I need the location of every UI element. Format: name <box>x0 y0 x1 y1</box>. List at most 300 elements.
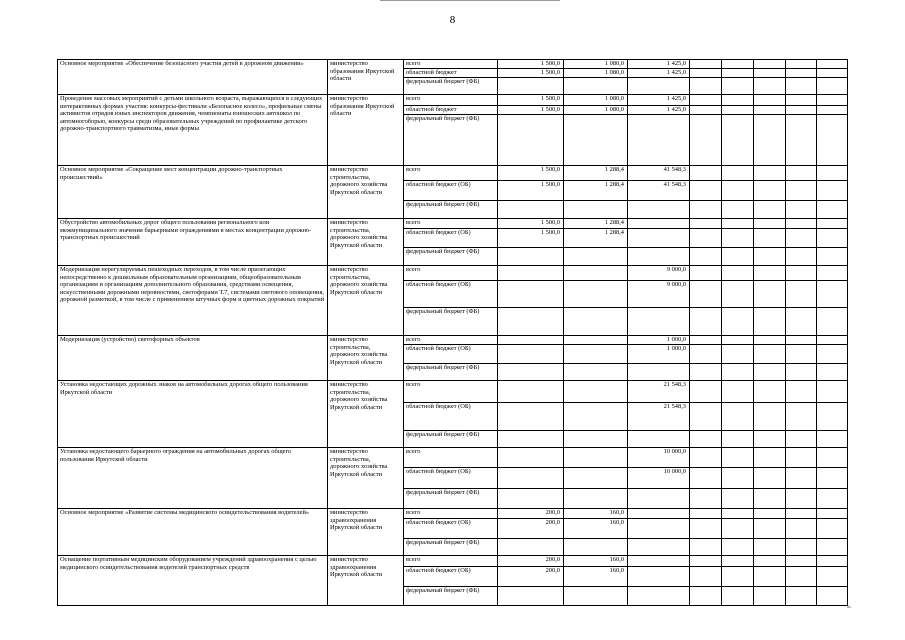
empty-amount-cell <box>786 364 817 381</box>
amount-cell-v2: 1 288,4 <box>564 229 628 248</box>
empty-amount-cell <box>817 69 848 78</box>
activity-name-cell: Обустройство автомобильных дорог общего пользования регионального или межмуниципального значения барьерными ограждениями в местах концентрации дорожно-транспортных происшествий <box>58 219 328 266</box>
amount-cell-v3: 21 548,3 <box>628 403 690 431</box>
amount-cell-v3: 10 000,0 <box>628 468 690 489</box>
funding-source-cell: федеральный бюджет (ФБ) <box>404 587 498 606</box>
amount-cell-v2 <box>564 248 628 266</box>
amount-cell-v3 <box>628 229 690 248</box>
executor-cell: министерство образования Иркутской области <box>328 60 404 95</box>
empty-amount-cell <box>786 567 817 587</box>
amount-cell-v1: 1 500,0 <box>498 219 564 229</box>
empty-amount-cell <box>690 468 722 489</box>
amount-cell-v3 <box>628 489 690 509</box>
empty-amount-cell <box>817 489 848 509</box>
empty-amount-cell <box>754 229 786 248</box>
executor-cell: министерство строительства, дорожного хозяйства Иркутской области <box>328 266 404 336</box>
table-row <box>58 166 848 181</box>
funding-source-cell: федеральный бюджет (ФБ) <box>404 115 498 166</box>
amount-cell-v1 <box>498 345 564 364</box>
amount-cell-v1 <box>498 539 564 556</box>
empty-amount-cell <box>817 60 848 69</box>
amount-cell-v3 <box>628 248 690 266</box>
activity-name-cell: Модернизация (устройство) светофорных объектов <box>58 336 328 381</box>
empty-amount-cell <box>754 364 786 381</box>
amount-cell-v1 <box>498 115 564 166</box>
amount-cell-v1: 1 500,0 <box>498 229 564 248</box>
executor-cell: министерство строительства, дорожного хозяйства Иркутской области <box>328 219 404 266</box>
empty-amount-cell <box>817 229 848 248</box>
empty-amount-cell <box>754 106 786 115</box>
scan-edge-mark <box>380 0 560 1</box>
empty-amount-cell <box>817 166 848 181</box>
empty-amount-cell <box>754 431 786 448</box>
amount-cell-v3: 21 548,3 <box>628 381 690 403</box>
amount-cell-v1 <box>498 381 564 403</box>
empty-amount-cell <box>690 281 722 308</box>
empty-amount-cell <box>817 219 848 229</box>
empty-amount-cell <box>754 78 786 95</box>
amount-cell-v1 <box>498 201 564 219</box>
amount-cell-v3 <box>628 201 690 219</box>
empty-amount-cell <box>690 219 722 229</box>
empty-amount-cell <box>754 166 786 181</box>
amount-cell-v3 <box>628 78 690 95</box>
empty-amount-cell <box>690 115 722 166</box>
activity-name-cell: Основное мероприятие «Обеспечение безопасного участия детей в дорожном движении» <box>58 60 328 95</box>
empty-amount-cell <box>817 509 848 519</box>
empty-amount-cell <box>754 587 786 606</box>
empty-amount-cell <box>722 308 754 336</box>
empty-amount-cell <box>817 106 848 115</box>
empty-amount-cell <box>754 509 786 519</box>
amount-cell-v1: 1 500,0 <box>498 95 564 106</box>
amount-cell-v1: 200,0 <box>498 519 564 539</box>
amount-cell-v3 <box>628 587 690 606</box>
empty-amount-cell <box>754 60 786 69</box>
funding-source-cell: всего <box>404 60 498 69</box>
funding-source-cell: федеральный бюджет (ФБ) <box>404 539 498 556</box>
funding-source-cell: федеральный бюджет (ФБ) <box>404 308 498 336</box>
empty-amount-cell <box>690 60 722 69</box>
empty-amount-cell <box>754 219 786 229</box>
amount-cell-v1: 200,0 <box>498 567 564 587</box>
empty-amount-cell <box>722 219 754 229</box>
empty-amount-cell <box>754 567 786 587</box>
amount-cell-v1: 1 500,0 <box>498 60 564 69</box>
empty-amount-cell <box>690 166 722 181</box>
amount-cell-v1 <box>498 403 564 431</box>
empty-amount-cell <box>722 403 754 431</box>
empty-amount-cell <box>817 364 848 381</box>
amount-cell-v2 <box>564 115 628 166</box>
empty-amount-cell <box>786 266 817 281</box>
empty-amount-cell <box>817 448 848 468</box>
empty-amount-cell <box>786 336 817 345</box>
empty-amount-cell <box>722 166 754 181</box>
funding-source-cell: всего <box>404 166 498 181</box>
empty-amount-cell <box>754 115 786 166</box>
empty-amount-cell <box>722 556 754 567</box>
empty-amount-cell <box>690 345 722 364</box>
empty-amount-cell <box>754 468 786 489</box>
amount-cell-v2: 1 288,4 <box>564 166 628 181</box>
empty-amount-cell <box>754 248 786 266</box>
empty-amount-cell <box>786 78 817 95</box>
amount-cell-v1: 1 500,0 <box>498 69 564 78</box>
empty-amount-cell <box>817 403 848 431</box>
funding-source-cell: всего <box>404 95 498 106</box>
empty-amount-cell <box>722 69 754 78</box>
empty-amount-cell <box>817 248 848 266</box>
empty-amount-cell <box>786 281 817 308</box>
empty-amount-cell <box>754 345 786 364</box>
table-row <box>58 219 848 229</box>
empty-amount-cell <box>786 468 817 489</box>
funding-source-cell: областной бюджет (ОБ) <box>404 403 498 431</box>
activity-name-cell: Оснащение портативным медицинским оборудованием учреждений здравоохранения с целью медицинского освидетельствования водителей транспортных средств <box>58 556 328 606</box>
amount-cell-v2 <box>564 431 628 448</box>
empty-amount-cell <box>690 587 722 606</box>
empty-amount-cell <box>722 266 754 281</box>
funding-source-cell: областной бюджет (ОБ) <box>404 345 498 364</box>
amount-cell-v2 <box>564 403 628 431</box>
table-row <box>58 266 848 281</box>
empty-amount-cell <box>786 181 817 201</box>
funding-source-cell: федеральный бюджет (ФБ) <box>404 201 498 219</box>
trailing-mark: ». <box>847 604 852 610</box>
empty-amount-cell <box>754 281 786 308</box>
empty-amount-cell <box>754 381 786 403</box>
empty-amount-cell <box>817 431 848 448</box>
empty-amount-cell <box>754 266 786 281</box>
amount-cell-v2: 160,0 <box>564 509 628 519</box>
empty-amount-cell <box>817 468 848 489</box>
empty-amount-cell <box>690 181 722 201</box>
empty-amount-cell <box>786 201 817 219</box>
amount-cell-v3 <box>628 567 690 587</box>
empty-amount-cell <box>690 403 722 431</box>
empty-amount-cell <box>817 519 848 539</box>
executor-cell: министерство строительства, дорожного хозяйства Иркутской области <box>328 336 404 381</box>
empty-amount-cell <box>817 567 848 587</box>
empty-amount-cell <box>690 489 722 509</box>
page-number: 8 <box>449 14 456 26</box>
table-row <box>58 381 848 403</box>
empty-amount-cell <box>690 556 722 567</box>
empty-amount-cell <box>722 95 754 106</box>
empty-amount-cell <box>690 308 722 336</box>
empty-amount-cell <box>690 248 722 266</box>
empty-amount-cell <box>690 519 722 539</box>
amount-cell-v2: 1 080,0 <box>564 69 628 78</box>
empty-amount-cell <box>817 266 848 281</box>
amount-cell-v1: 1 500,0 <box>498 106 564 115</box>
amount-cell-v2: 1 080,0 <box>564 60 628 69</box>
empty-amount-cell <box>690 431 722 448</box>
funding-source-cell: областной бюджет (ОБ) <box>404 519 498 539</box>
amount-cell-v3 <box>628 509 690 519</box>
activity-name-cell: Установка недостающего барьерного ограждения на автомобильных дорогах общего пользования Иркутской области <box>58 448 328 509</box>
empty-amount-cell <box>786 229 817 248</box>
funding-source-cell: федеральный бюджет (ФБ) <box>404 78 498 95</box>
empty-amount-cell <box>817 281 848 308</box>
empty-amount-cell <box>786 587 817 606</box>
amount-cell-v3: 1 425,0 <box>628 69 690 78</box>
empty-amount-cell <box>754 519 786 539</box>
amount-cell-v2 <box>564 78 628 95</box>
empty-amount-cell <box>754 201 786 219</box>
executor-cell: министерство здравоохранения Иркутской области <box>328 509 404 556</box>
funding-source-cell: областной бюджет <box>404 106 498 115</box>
empty-amount-cell <box>690 381 722 403</box>
empty-amount-cell <box>786 556 817 567</box>
empty-amount-cell <box>786 69 817 78</box>
empty-amount-cell <box>690 78 722 95</box>
funding-source-cell: всего <box>404 448 498 468</box>
amount-cell-v3: 10 000,0 <box>628 448 690 468</box>
empty-amount-cell <box>722 106 754 115</box>
empty-amount-cell <box>690 336 722 345</box>
amount-cell-v1 <box>498 468 564 489</box>
empty-amount-cell <box>817 95 848 106</box>
empty-amount-cell <box>722 509 754 519</box>
amount-cell-v1 <box>498 248 564 266</box>
amount-cell-v1: 1 500,0 <box>498 166 564 181</box>
empty-amount-cell <box>786 106 817 115</box>
empty-amount-cell <box>722 181 754 201</box>
amount-cell-v1: 200,0 <box>498 509 564 519</box>
empty-amount-cell <box>786 489 817 509</box>
activity-name-cell: Модернизация нерегулируемых пешеходных переходов, в том числе прилегающих непосредственно к дошкольным образовательным организациям, общеобразовательным организациям и организациям дополнительного образования, средствами освещения, искусственными дорожными неровностями, светофорами Т.7, системами светового оповещения, дорожной разметкой, в том числе с применением штучных форм и цветных дорожных покрытий <box>58 266 328 336</box>
amount-cell-v1 <box>498 364 564 381</box>
amount-cell-v3: 1 000,0 <box>628 336 690 345</box>
empty-amount-cell <box>690 539 722 556</box>
amount-cell-v2 <box>564 266 628 281</box>
amount-cell-v2 <box>564 539 628 556</box>
amount-cell-v3 <box>628 519 690 539</box>
empty-amount-cell <box>722 381 754 403</box>
empty-amount-cell <box>817 381 848 403</box>
empty-amount-cell <box>817 115 848 166</box>
empty-amount-cell <box>786 431 817 448</box>
empty-amount-cell <box>817 539 848 556</box>
amount-cell-v2 <box>564 364 628 381</box>
funding-source-cell: федеральный бюджет (ФБ) <box>404 248 498 266</box>
empty-amount-cell <box>754 403 786 431</box>
amount-cell-v2: 160,0 <box>564 556 628 567</box>
empty-amount-cell <box>754 181 786 201</box>
funding-source-cell: всего <box>404 381 498 403</box>
amount-cell-v2: 1 288,4 <box>564 181 628 201</box>
empty-amount-cell <box>786 219 817 229</box>
amount-cell-v1 <box>498 308 564 336</box>
amount-cell-v3 <box>628 556 690 567</box>
amount-cell-v2 <box>564 468 628 489</box>
empty-amount-cell <box>722 539 754 556</box>
activity-name-cell: Основное мероприятие «Развитие системы медицинского освидетельствования водителей» <box>58 509 328 556</box>
amount-cell-v1 <box>498 281 564 308</box>
empty-amount-cell <box>817 556 848 567</box>
empty-amount-cell <box>722 345 754 364</box>
amount-cell-v3 <box>628 219 690 229</box>
empty-amount-cell <box>754 95 786 106</box>
amount-cell-v1 <box>498 489 564 509</box>
amount-cell-v3: 1 425,0 <box>628 95 690 106</box>
empty-amount-cell <box>786 60 817 69</box>
empty-amount-cell <box>754 489 786 509</box>
amount-cell-v1 <box>498 266 564 281</box>
amount-cell-v3 <box>628 364 690 381</box>
empty-amount-cell <box>786 248 817 266</box>
executor-cell: министерство строительства, дорожного хозяйства Иркутской области <box>328 381 404 448</box>
amount-cell-v1: 1 500,0 <box>498 181 564 201</box>
empty-amount-cell <box>817 201 848 219</box>
empty-amount-cell <box>722 567 754 587</box>
empty-amount-cell <box>754 539 786 556</box>
amount-cell-v1 <box>498 587 564 606</box>
amount-cell-v3 <box>628 115 690 166</box>
funding-source-cell: областной бюджет (ОБ) <box>404 567 498 587</box>
amount-cell-v2: 160,0 <box>564 519 628 539</box>
funding-source-cell: областной бюджет <box>404 69 498 78</box>
empty-amount-cell <box>786 403 817 431</box>
amount-cell-v1 <box>498 336 564 345</box>
amount-cell-v2: 1 080,0 <box>564 106 628 115</box>
amount-cell-v3: 1 425,0 <box>628 60 690 69</box>
empty-amount-cell <box>817 181 848 201</box>
funding-source-cell: областной бюджет (ОБ) <box>404 468 498 489</box>
amount-cell-v2: 1 288,4 <box>564 219 628 229</box>
empty-amount-cell <box>817 336 848 345</box>
funding-source-cell: областной бюджет (ОБ) <box>404 229 498 248</box>
empty-amount-cell <box>786 539 817 556</box>
funding-source-cell: федеральный бюджет (ФБ) <box>404 431 498 448</box>
funding-source-cell: всего <box>404 266 498 281</box>
empty-amount-cell <box>786 509 817 519</box>
empty-amount-cell <box>754 69 786 78</box>
empty-amount-cell <box>722 60 754 69</box>
empty-amount-cell <box>722 468 754 489</box>
amount-cell-v2 <box>564 489 628 509</box>
amount-cell-v2 <box>564 345 628 364</box>
executor-cell: министерство образования Иркутской области <box>328 95 404 166</box>
funding-source-cell: всего <box>404 509 498 519</box>
empty-amount-cell <box>722 281 754 308</box>
executor-cell: министерство строительства, дорожного хозяйства Иркутской области <box>328 166 404 219</box>
empty-amount-cell <box>786 519 817 539</box>
empty-amount-cell <box>754 556 786 567</box>
amount-cell-v2 <box>564 381 628 403</box>
empty-amount-cell <box>690 266 722 281</box>
empty-amount-cell <box>722 448 754 468</box>
amount-cell-v3: 9 000,0 <box>628 281 690 308</box>
empty-amount-cell <box>786 345 817 364</box>
activity-name-cell: Установка недостающих дорожных знаков на автомобильных дорогах общего пользования Иркутской области <box>58 381 328 448</box>
amount-cell-v3 <box>628 539 690 556</box>
empty-amount-cell <box>786 308 817 336</box>
amount-cell-v3: 1 425,0 <box>628 106 690 115</box>
budget-table <box>57 59 848 606</box>
amount-cell-v1 <box>498 431 564 448</box>
empty-amount-cell <box>690 69 722 78</box>
empty-amount-cell <box>690 201 722 219</box>
table-row <box>58 60 848 69</box>
empty-amount-cell <box>722 248 754 266</box>
empty-amount-cell <box>722 201 754 219</box>
amount-cell-v2: 160,0 <box>564 567 628 587</box>
table-row <box>58 556 848 567</box>
empty-amount-cell <box>690 95 722 106</box>
empty-amount-cell <box>817 308 848 336</box>
empty-amount-cell <box>754 308 786 336</box>
empty-amount-cell <box>786 115 817 166</box>
empty-amount-cell <box>722 115 754 166</box>
executor-cell: министерство строительства, дорожного хозяйства Иркутской области <box>328 448 404 509</box>
amount-cell-v2 <box>564 448 628 468</box>
executor-cell: министерство здравоохранения Иркутской области <box>328 556 404 606</box>
empty-amount-cell <box>722 519 754 539</box>
empty-amount-cell <box>817 587 848 606</box>
empty-amount-cell <box>754 448 786 468</box>
amount-cell-v2 <box>564 336 628 345</box>
empty-amount-cell <box>690 509 722 519</box>
empty-amount-cell <box>722 364 754 381</box>
funding-source-cell: всего <box>404 219 498 229</box>
empty-amount-cell <box>817 345 848 364</box>
amount-cell-v1: 200,0 <box>498 556 564 567</box>
funding-source-cell: всего <box>404 336 498 345</box>
table-row <box>58 95 848 106</box>
amount-cell-v1 <box>498 78 564 95</box>
empty-amount-cell <box>754 336 786 345</box>
empty-amount-cell <box>690 106 722 115</box>
empty-amount-cell <box>722 489 754 509</box>
empty-amount-cell <box>786 95 817 106</box>
empty-amount-cell <box>786 381 817 403</box>
empty-amount-cell <box>690 567 722 587</box>
amount-cell-v2 <box>564 308 628 336</box>
empty-amount-cell <box>786 448 817 468</box>
amount-cell-v1 <box>498 448 564 468</box>
empty-amount-cell <box>690 229 722 248</box>
table-row <box>58 448 848 468</box>
funding-source-cell: федеральный бюджет (ФБ) <box>404 489 498 509</box>
amount-cell-v3 <box>628 308 690 336</box>
activity-name-cell: Основное мероприятие «Сокращение мест концентрации дорожно-транспортных происшествий» <box>58 166 328 219</box>
empty-amount-cell <box>690 364 722 381</box>
funding-source-cell: всего <box>404 556 498 567</box>
amount-cell-v2: 1 080,0 <box>564 95 628 106</box>
amount-cell-v3 <box>628 431 690 448</box>
amount-cell-v3: 1 000,0 <box>628 345 690 364</box>
table-row <box>58 336 848 345</box>
empty-amount-cell <box>722 431 754 448</box>
amount-cell-v2 <box>564 201 628 219</box>
amount-cell-v3: 41 548,3 <box>628 166 690 181</box>
empty-amount-cell <box>817 78 848 95</box>
empty-amount-cell <box>722 587 754 606</box>
funding-source-cell: областной бюджет (ОБ) <box>404 281 498 308</box>
empty-amount-cell <box>690 448 722 468</box>
table-row <box>58 509 848 519</box>
empty-amount-cell <box>722 336 754 345</box>
amount-cell-v3: 9 000,0 <box>628 266 690 281</box>
empty-amount-cell <box>722 229 754 248</box>
empty-amount-cell <box>786 166 817 181</box>
funding-source-cell: федеральный бюджет (ФБ) <box>404 364 498 381</box>
amount-cell-v2 <box>564 587 628 606</box>
activity-name-cell: Проведение массовых мероприятий с детьми школьного возраста, выражающихся в следующих интерактивных формах участия: конкурсы-фестивали «Безопасное колесо», профильные смены активистов отрядов юных инспекторов движения, чемпионаты юношеских автошкол по автомногоборью, конкурсы среди образовательных учреждений по профилактике детского дорожно-транспортного травматизма, иные формы <box>58 95 328 166</box>
